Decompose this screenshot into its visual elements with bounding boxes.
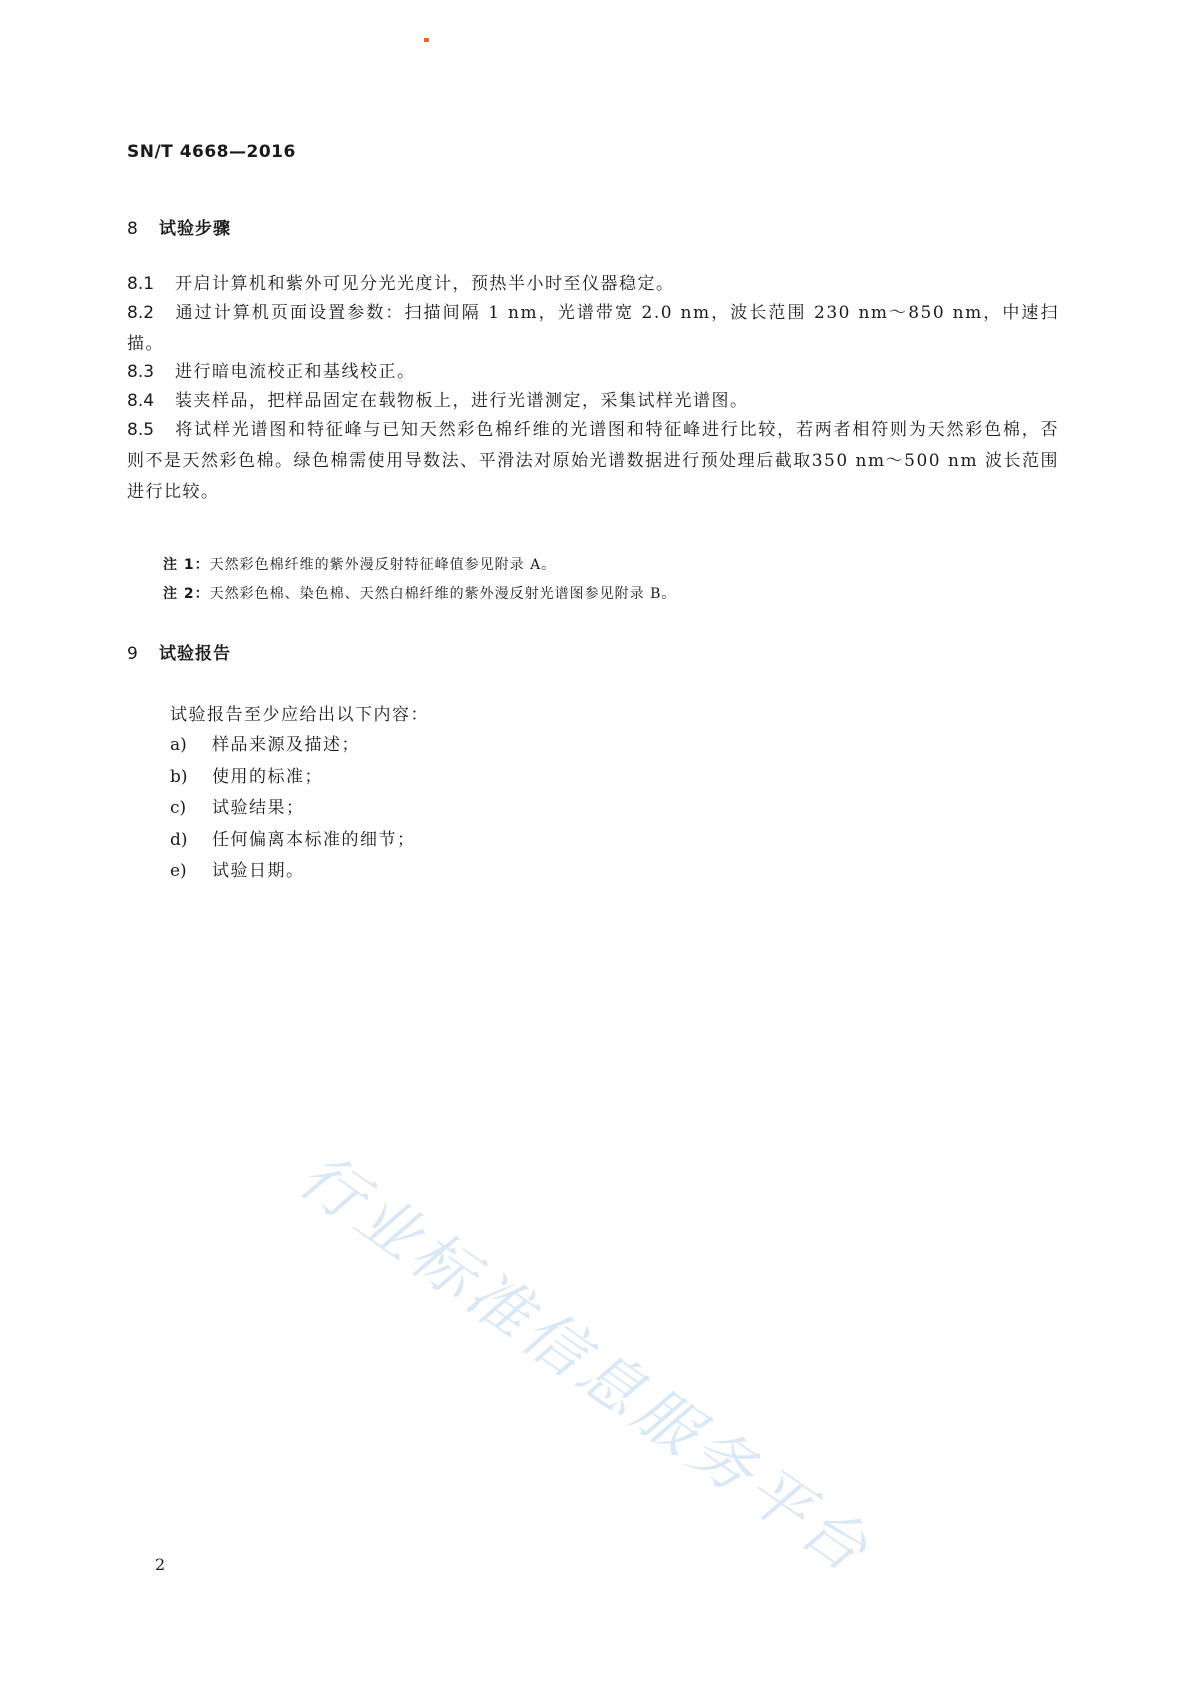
step-8-4	[127, 386, 1059, 417]
step-number: 8.5	[127, 420, 155, 440]
section-9-number: 9	[127, 644, 138, 664]
list-item	[170, 825, 416, 857]
list-item	[170, 762, 416, 794]
list-item-text: 任何偏离本标准的细节；	[212, 829, 416, 850]
list-item	[170, 730, 416, 762]
list-marker: d)	[170, 829, 188, 850]
list-item-text: 试验日期。	[212, 861, 305, 881]
step-8-1	[127, 269, 1059, 300]
step-text: 将试样光谱图和特征峰与已知天然彩色棉纤维的光谱图和特征峰进行比较，若两者相符则为天然彩色棉，否则不是天然彩色棉。绿色棉需使用导数法、平滑法对原始光谱数据进行预处理后截取350 nm～500 nm 波长范围进行比较。	[127, 420, 1059, 502]
step-text: 通过计算机页面设置参数：扫描间隔 1 nm，光谱带宽 2.0 nm，波长范围 230 nm～850 nm，中速扫描。	[127, 303, 1059, 354]
report-intro: 试验报告至少应给出以下内容：	[170, 705, 429, 725]
list-item	[170, 856, 416, 888]
step-number: 8.2	[127, 303, 155, 323]
list-item-text: 样品来源及描述；	[212, 735, 360, 755]
list-item-text: 试验结果；	[212, 798, 305, 818]
step-number: 8.3	[127, 362, 155, 382]
note-2	[163, 582, 676, 606]
step-8-3	[127, 357, 1059, 388]
step-number: 8.4	[127, 391, 155, 411]
section-9-title: 试验报告	[159, 644, 231, 664]
step-text: 进行暗电流校正和基线校正。	[175, 362, 416, 382]
step-number: 8.1	[127, 274, 155, 294]
step-8-2	[127, 298, 1059, 360]
list-marker: c)	[170, 798, 187, 818]
list-item	[170, 793, 416, 825]
note-1	[163, 553, 556, 577]
section-8-heading	[127, 214, 231, 239]
note-label: 注 1：	[163, 557, 210, 573]
page-number: 2	[155, 1555, 166, 1574]
list-item-text: 使用的标准；	[212, 766, 323, 787]
section-9-heading	[127, 639, 231, 664]
document-code: SN/T 4668—2016	[127, 142, 296, 162]
step-text: 开启计算机和紫外可见分光光度计，预热半小时至仪器稳定。	[175, 274, 675, 294]
section-8-number: 8	[127, 219, 138, 239]
section-8-title: 试验步骤	[159, 219, 231, 239]
orange-mark	[424, 38, 429, 42]
note-text: 天然彩色棉纤维的紫外漫反射特征峰值参见附录 A。	[209, 557, 557, 573]
report-items-list	[170, 730, 416, 888]
list-marker: b)	[170, 766, 188, 787]
step-text: 装夹样品，把样品固定在载物板上，进行光谱测定，采集试样光谱图。	[175, 391, 749, 411]
note-label: 注 2：	[163, 586, 210, 602]
step-8-5	[127, 415, 1059, 508]
list-marker: a)	[170, 735, 187, 755]
note-text: 天然彩色棉、染色棉、天然白棉纤维的紫外漫反射光谱图参见附录 B。	[209, 586, 677, 602]
watermark: 行业标准信息服务平台	[286, 1138, 886, 1589]
list-marker: e)	[170, 861, 187, 881]
